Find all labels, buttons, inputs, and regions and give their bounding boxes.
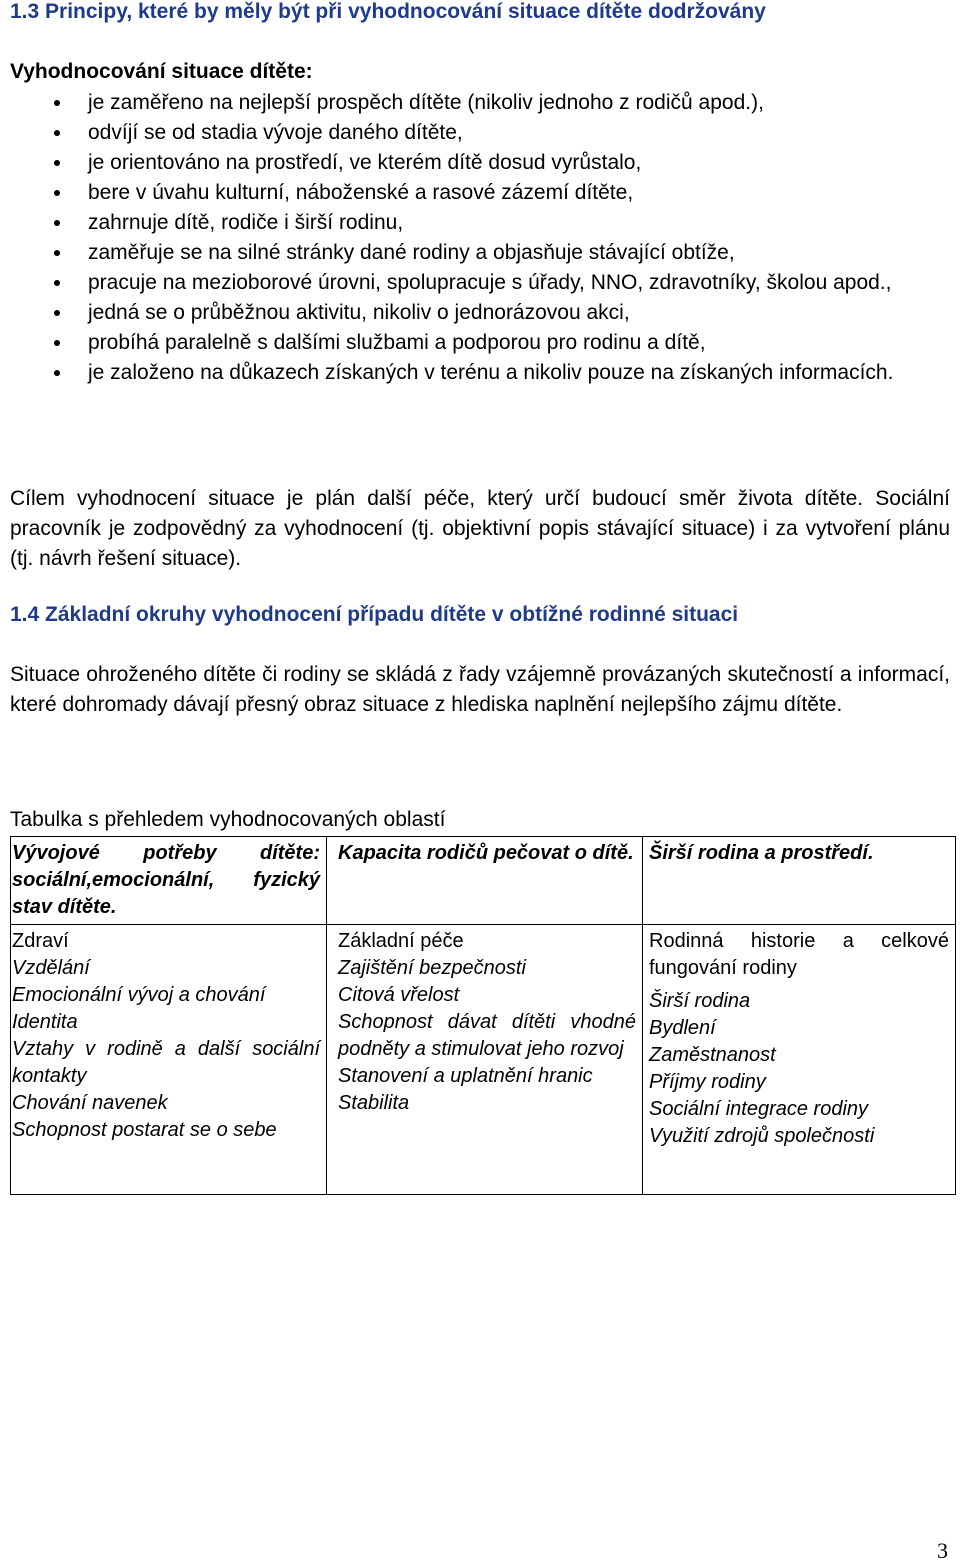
cell-line: Bydlení (649, 1017, 716, 1039)
list-item: zahrnuje dítě, rodiče i širší rodinu, (10, 208, 950, 238)
cell-line: Vztahy v rodině a další sociální kontakty (12, 1038, 320, 1087)
cell-line: Využití zdrojů společnosti (649, 1125, 875, 1147)
table-header-cell: Vývojové potřeby dítěte: sociální,emocionální, fyzický stav dítěte. (11, 837, 327, 925)
cell-line: Zajištění bezpečnosti (338, 957, 526, 979)
paragraph-goal: Cílem vyhodnocení situace je plán další péče, který určí budoucí směr života dítěte. Sociální pracovník je zodpovědný za vyhodnocení (tj. objektivní popis stávající situace) i za vytvoření plánu (tj. návrh řešení situace). (10, 487, 950, 570)
list-item: jedná se o průběžnou aktivitu, nikoliv o jednorázovou akci, (10, 298, 950, 328)
list-item: odvíjí se od stadia vývoje daného dítěte, (10, 118, 950, 148)
section-heading-1-3: 1.3 Principy, které by měly být při vyhodnocování situace dítěte dodržovány (10, 0, 766, 23)
paragraph-situation: Situace ohroženého dítěte či rodiny se skládá z řady vzájemně provázaných skutečností a informací, které dohromady dávají přesný obraz situace z hlediska naplnění nejlepšího zájmu dítěte. (10, 663, 950, 716)
cell-line: Stanovení a uplatnění hranic (338, 1065, 593, 1087)
cell-line: Širší rodina (649, 990, 751, 1012)
cell-line: Sociální integrace rodiny (649, 1098, 869, 1120)
cell-line: Zaměstnanost (649, 1044, 776, 1066)
list-item: pracuje na mezioborové úrovni, spolupracuje s úřady, NNO, zdravotníky, školou apod., (10, 268, 950, 298)
list-item: bere v úvahu kulturní, náboženské a rasové zázemí dítěte, (10, 178, 950, 208)
table-cell-parenting (327, 925, 643, 1195)
table-row (11, 925, 956, 1195)
cell-line: Vzdělání (12, 957, 90, 979)
cell-line: Identita (12, 1011, 78, 1033)
cell-line: Příjmy rodiny (649, 1071, 766, 1093)
list-item: zaměřuje se na silné stránky dané rodiny a objasňuje stávající obtíže, (10, 238, 950, 268)
cell-line: Emocionální vývoj a chování (12, 984, 266, 1006)
subheading: Vyhodnocování situace dítěte: (10, 60, 313, 83)
principles-list (10, 88, 950, 388)
cell-line: Schopnost dávat dítěti vhodné podněty a stimulovat jeho rozvoj (338, 1011, 636, 1060)
table-header-row (11, 837, 956, 925)
cell-line: Citová vřelost (338, 984, 460, 1006)
cell-line: Rodinná historie a celkové fungování rodiny (649, 930, 949, 979)
table-caption: Tabulka s přehledem vyhodnocovaných oblastí (10, 808, 446, 831)
assessment-table (10, 836, 956, 1195)
table-cell-development (11, 925, 327, 1195)
cell-line: Zdraví (12, 930, 69, 952)
list-item: je orientováno na prostředí, ve kterém dítě dosud vyrůstalo, (10, 148, 950, 178)
table-header-cell: Kapacita rodičů pečovat o dítě. (327, 837, 643, 925)
section-heading-1-4: 1.4 Základní okruhy vyhodnocení případu dítěte v obtížné rodinné situaci (10, 603, 739, 626)
list-item: je zaměřeno na nejlepší prospěch dítěte (nikoliv jednoho z rodičů apod.), (10, 88, 950, 118)
list-item: probíhá paralelně s dalšími službami a podporou pro rodinu a dítě, (10, 328, 950, 358)
cell-line: Schopnost postarat se o sebe (12, 1119, 277, 1141)
page-number: 3 (937, 1538, 948, 1563)
table-header-cell: Širší rodina a prostředí. (643, 837, 956, 925)
cell-line: Stabilita (338, 1092, 410, 1114)
table-cell-environment (643, 925, 956, 1195)
cell-line: Chování navenek (12, 1092, 168, 1114)
cell-line: Základní péče (338, 930, 464, 952)
list-item: je založeno na důkazech získaných v terénu a nikoliv pouze na získaných informacích. (10, 358, 950, 388)
